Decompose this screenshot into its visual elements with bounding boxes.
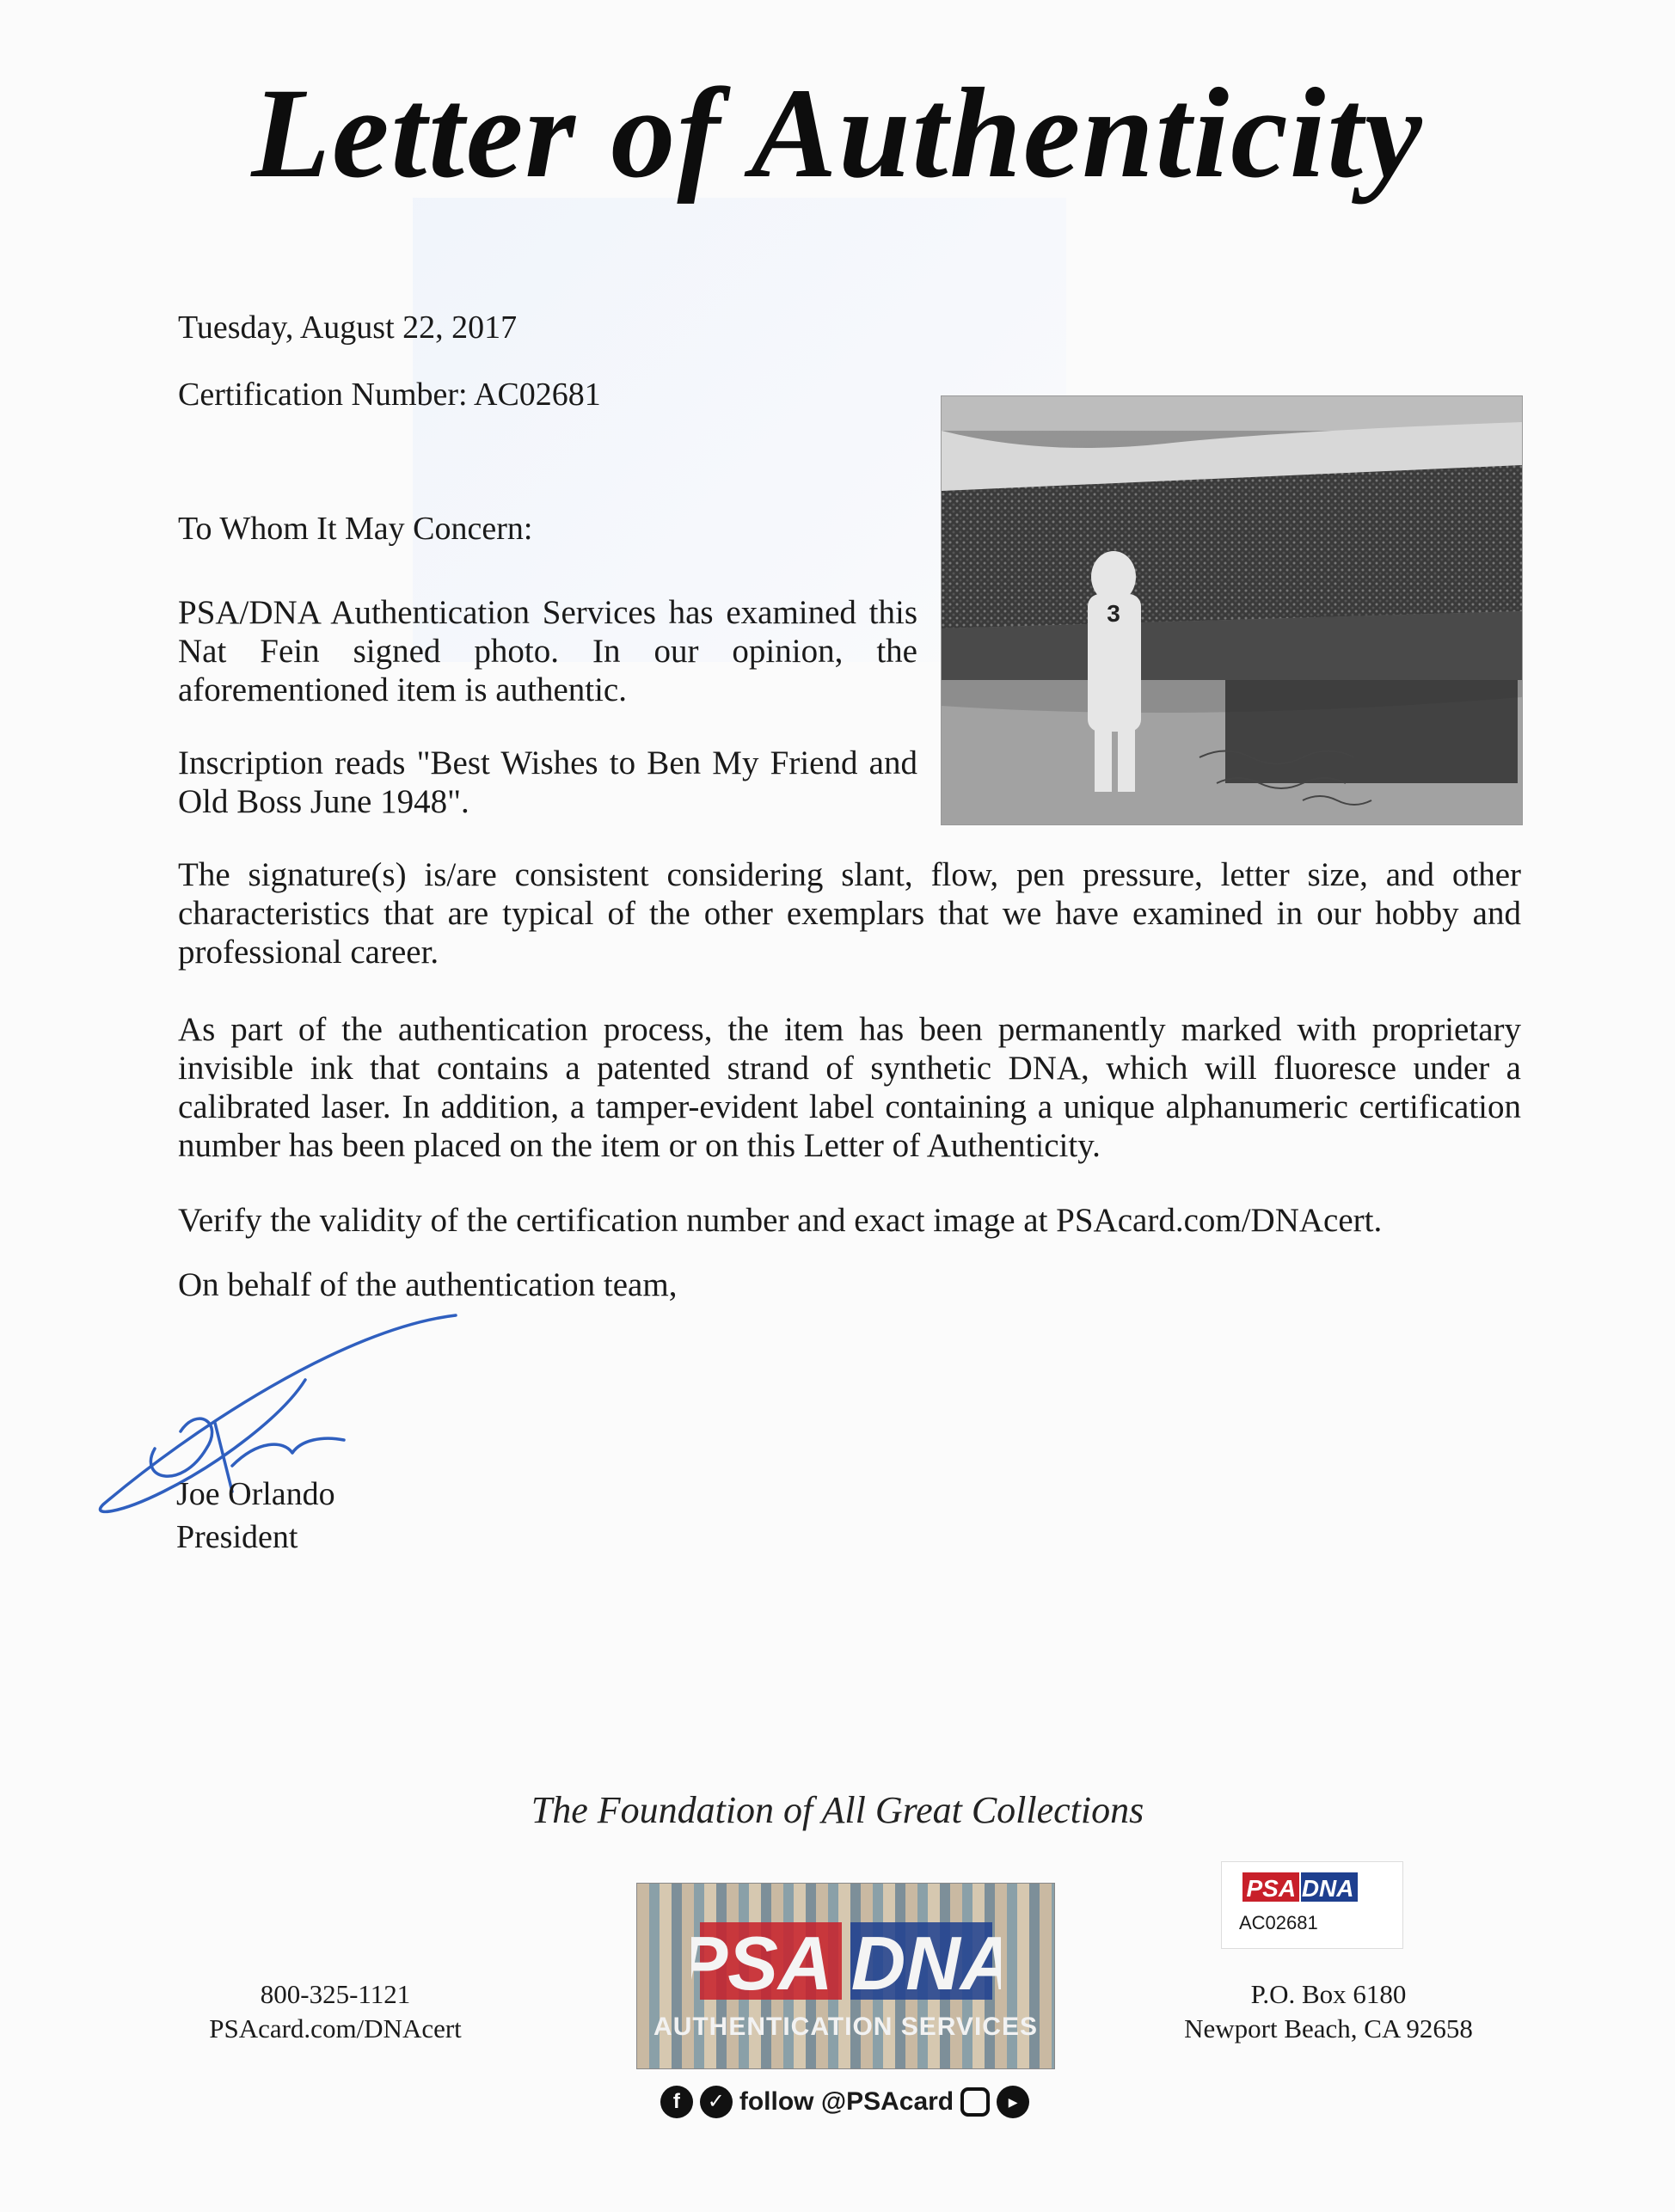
certification-number: Certification Number: AC02681 bbox=[178, 377, 601, 413]
paragraph-examined: PSA/DNA Authentication Services has examined this Nat Fein signed photo. In our opinion, the aforementioned item is authentic. bbox=[178, 594, 917, 708]
paragraph-inscription: Inscription reads "Best Wishes to Ben My Friend and Old Boss June 1948". bbox=[178, 744, 917, 820]
label-cert-number: AC02681 bbox=[1239, 1912, 1318, 1933]
footer-tagline: The Foundation of All Great Collections bbox=[531, 1789, 1144, 1831]
psa-dna-logo-icon bbox=[691, 1914, 1001, 2008]
phone-number: 800-325-1121 bbox=[260, 1979, 411, 2009]
social-handle[interactable]: follow @PSAcard bbox=[739, 2087, 954, 2116]
twitter-icon[interactable]: ✓ bbox=[700, 2086, 733, 2118]
title-script-logo bbox=[98, 34, 1577, 258]
jersey-number: 3 bbox=[1107, 600, 1120, 627]
letter-date: Tuesday, August 22, 2017 bbox=[178, 309, 518, 346]
youtube-icon[interactable]: ▶ bbox=[997, 2086, 1029, 2118]
letter-title bbox=[0, 34, 1675, 262]
paragraph-signature-analysis: The signature(s) is/are consistent considering slant, flow, pen pressure, letter size, and other characteristics that are typical of the other exemplars that we have examined in our hobby and professional career. bbox=[178, 856, 1521, 971]
city-address: Newport Beach, CA 92658 bbox=[1184, 2013, 1473, 2043]
photo-image bbox=[942, 396, 1522, 824]
social-bar bbox=[636, 2076, 1053, 2128]
cert-label-sticker bbox=[1221, 1861, 1403, 1949]
paragraph-verify: Verify the validity of the certification number and exact image at PSAcard.com/DNAcert. bbox=[178, 1202, 1383, 1239]
contact-right bbox=[1157, 1977, 1500, 2046]
po-box: P.O. Box 6180 bbox=[1250, 1979, 1407, 2009]
label-logo-icon bbox=[1222, 1862, 1402, 1914]
instagram-icon[interactable] bbox=[960, 2087, 990, 2117]
closing-line: On behalf of the authentication team, bbox=[178, 1266, 678, 1303]
label-logo-text: PSA DNA bbox=[1246, 1875, 1354, 1902]
hologram-subtitle: AUTHENTICATION SERVICES bbox=[653, 2013, 1038, 2041]
title-text: Letter of Authenticity bbox=[251, 62, 1424, 205]
paragraph-process: As part of the authentication process, the item has been permanently marked with proprietary invisible ink that contains a patented strand of synthetic DNA, which will fluoresce under a calibrated laser. In addition, a tamper-evident label containing a unique alphanumeric certification number has been placed on the item or on this Letter of Authenticity. bbox=[178, 1011, 1521, 1164]
hologram-logo bbox=[637, 1914, 1054, 2013]
contact-left bbox=[163, 1977, 507, 2046]
signer-title: President bbox=[176, 1519, 298, 1555]
salutation: To Whom It May Concern: bbox=[178, 511, 533, 547]
signed-photo bbox=[941, 395, 1523, 825]
signer-name: Joe Orlando bbox=[176, 1476, 335, 1512]
psa-dna-hologram bbox=[636, 1883, 1055, 2069]
facebook-icon[interactable]: f bbox=[660, 2086, 693, 2118]
website-link[interactable]: PSAcard.com/DNAcert bbox=[209, 2013, 462, 2043]
hologram-logo-text: PSA DNA bbox=[690, 1921, 1001, 2006]
